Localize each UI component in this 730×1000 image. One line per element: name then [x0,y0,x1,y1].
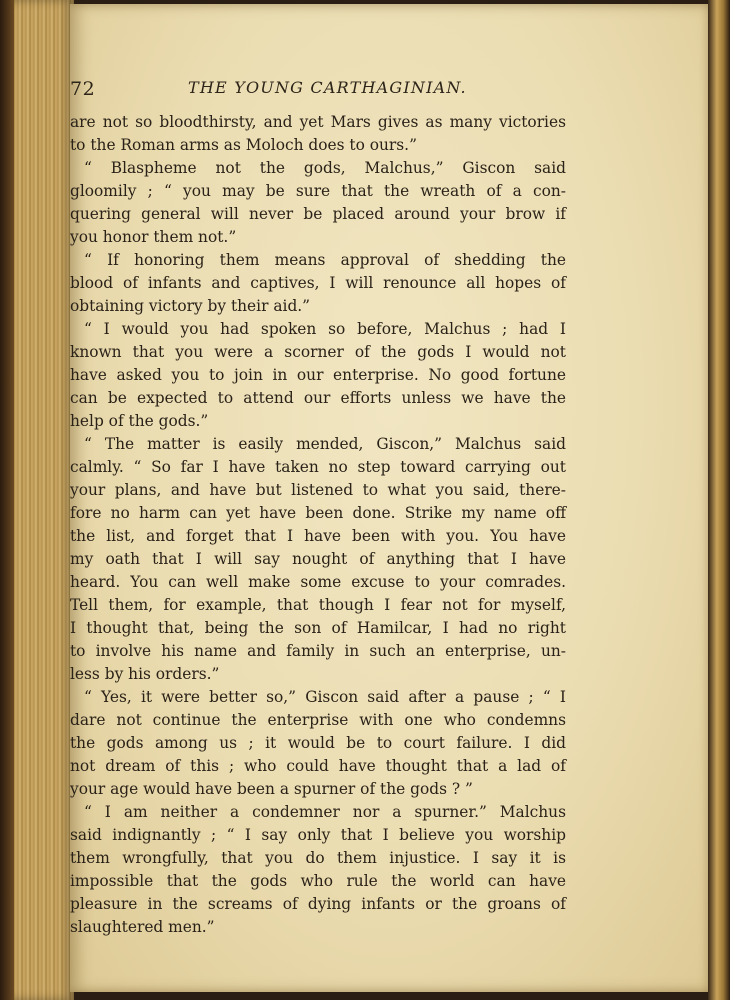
text-line: quering general will never be placed around your brow if [70,205,566,223]
text-line: “ I am neither a condemner nor a spurner.” Malchus [84,803,566,821]
page-edge-right [708,0,730,1000]
page-number: 72 [70,78,96,100]
body-text [70,111,566,939]
text-line: can be expected to attend our efforts unless we have the [70,389,566,407]
text-line: known that you were a scorner of the gods I would not [70,343,566,361]
text-line: blood of infants and captives, I will renounce all hopes of [70,274,566,292]
running-head [70,76,570,100]
book-spine-shadow [0,0,14,1000]
text-line: calmly. “ So far I have taken no step toward carrying out [70,458,566,476]
text-line: the gods among us ; it would be to court failure. I did [70,734,566,752]
text-line: obtaining victory by their aid.” [70,297,311,315]
text-line: “ I would you had spoken so before, Malchus ; had I [84,320,566,338]
text-line: fore no harm can yet have been done. Strike my name off [70,504,566,522]
text-line: your age would have been a spurner of the gods ? ” [70,780,473,798]
text-line: them wrongfully, that you do them injustice. I say it is [70,849,566,867]
text-line: to the Roman arms as Moloch does to ours.” [70,136,417,154]
text-line: “ Blaspheme not the gods, Malchus,” Giscon said [84,159,566,177]
text-line: the list, and forget that I have been with you. You have [70,527,566,545]
text-line: Tell them, for example, that though I fear not for myself, [70,596,566,614]
text-line: impossible that the gods who rule the world can have [70,872,566,890]
text-line: “ If honoring them means approval of shedding the [84,251,566,269]
text-line: said indignantly ; “ I say only that I believe you worship [70,826,566,844]
text-line: dare not continue the enterprise with one who condemns [70,711,566,729]
text-line: have asked you to join in our enterprise. No good fortune [70,366,566,384]
text-line: are not so bloodthirsty, and yet Mars gives as many victories [70,113,566,131]
text-line: “ The matter is easily mended, Giscon,” Malchus said [84,435,566,453]
text-line: not dream of this ; who could have thought that a lad of [70,757,566,775]
text-line: pleasure in the screams of dying infants or the groans of [70,895,566,913]
text-line: to involve his name and family in such an enterprise, un- [70,642,566,660]
text-line: help of the gods.” [70,412,209,430]
text-line: “ Yes, it were better so,” Giscon said after a pause ; “ I [84,688,566,706]
running-title: THE YOUNG CARTHAGINIAN. [188,78,467,97]
text-line: less by his orders.” [70,665,220,683]
text-line: I thought that, being the son of Hamilcar, I had no right [70,619,566,637]
text-line: your plans, and have but listened to what you said, there- [70,481,566,499]
text-line: heard. You can well make some excuse to your comrades. [70,573,566,591]
text-line: you honor them not.” [70,228,237,246]
text-line: gloomily ; “ you may be sure that the wreath of a con- [70,182,566,200]
text-line: slaughtered men.” [70,918,215,936]
text-line: my oath that I will say nought of anything that I have [70,550,566,568]
